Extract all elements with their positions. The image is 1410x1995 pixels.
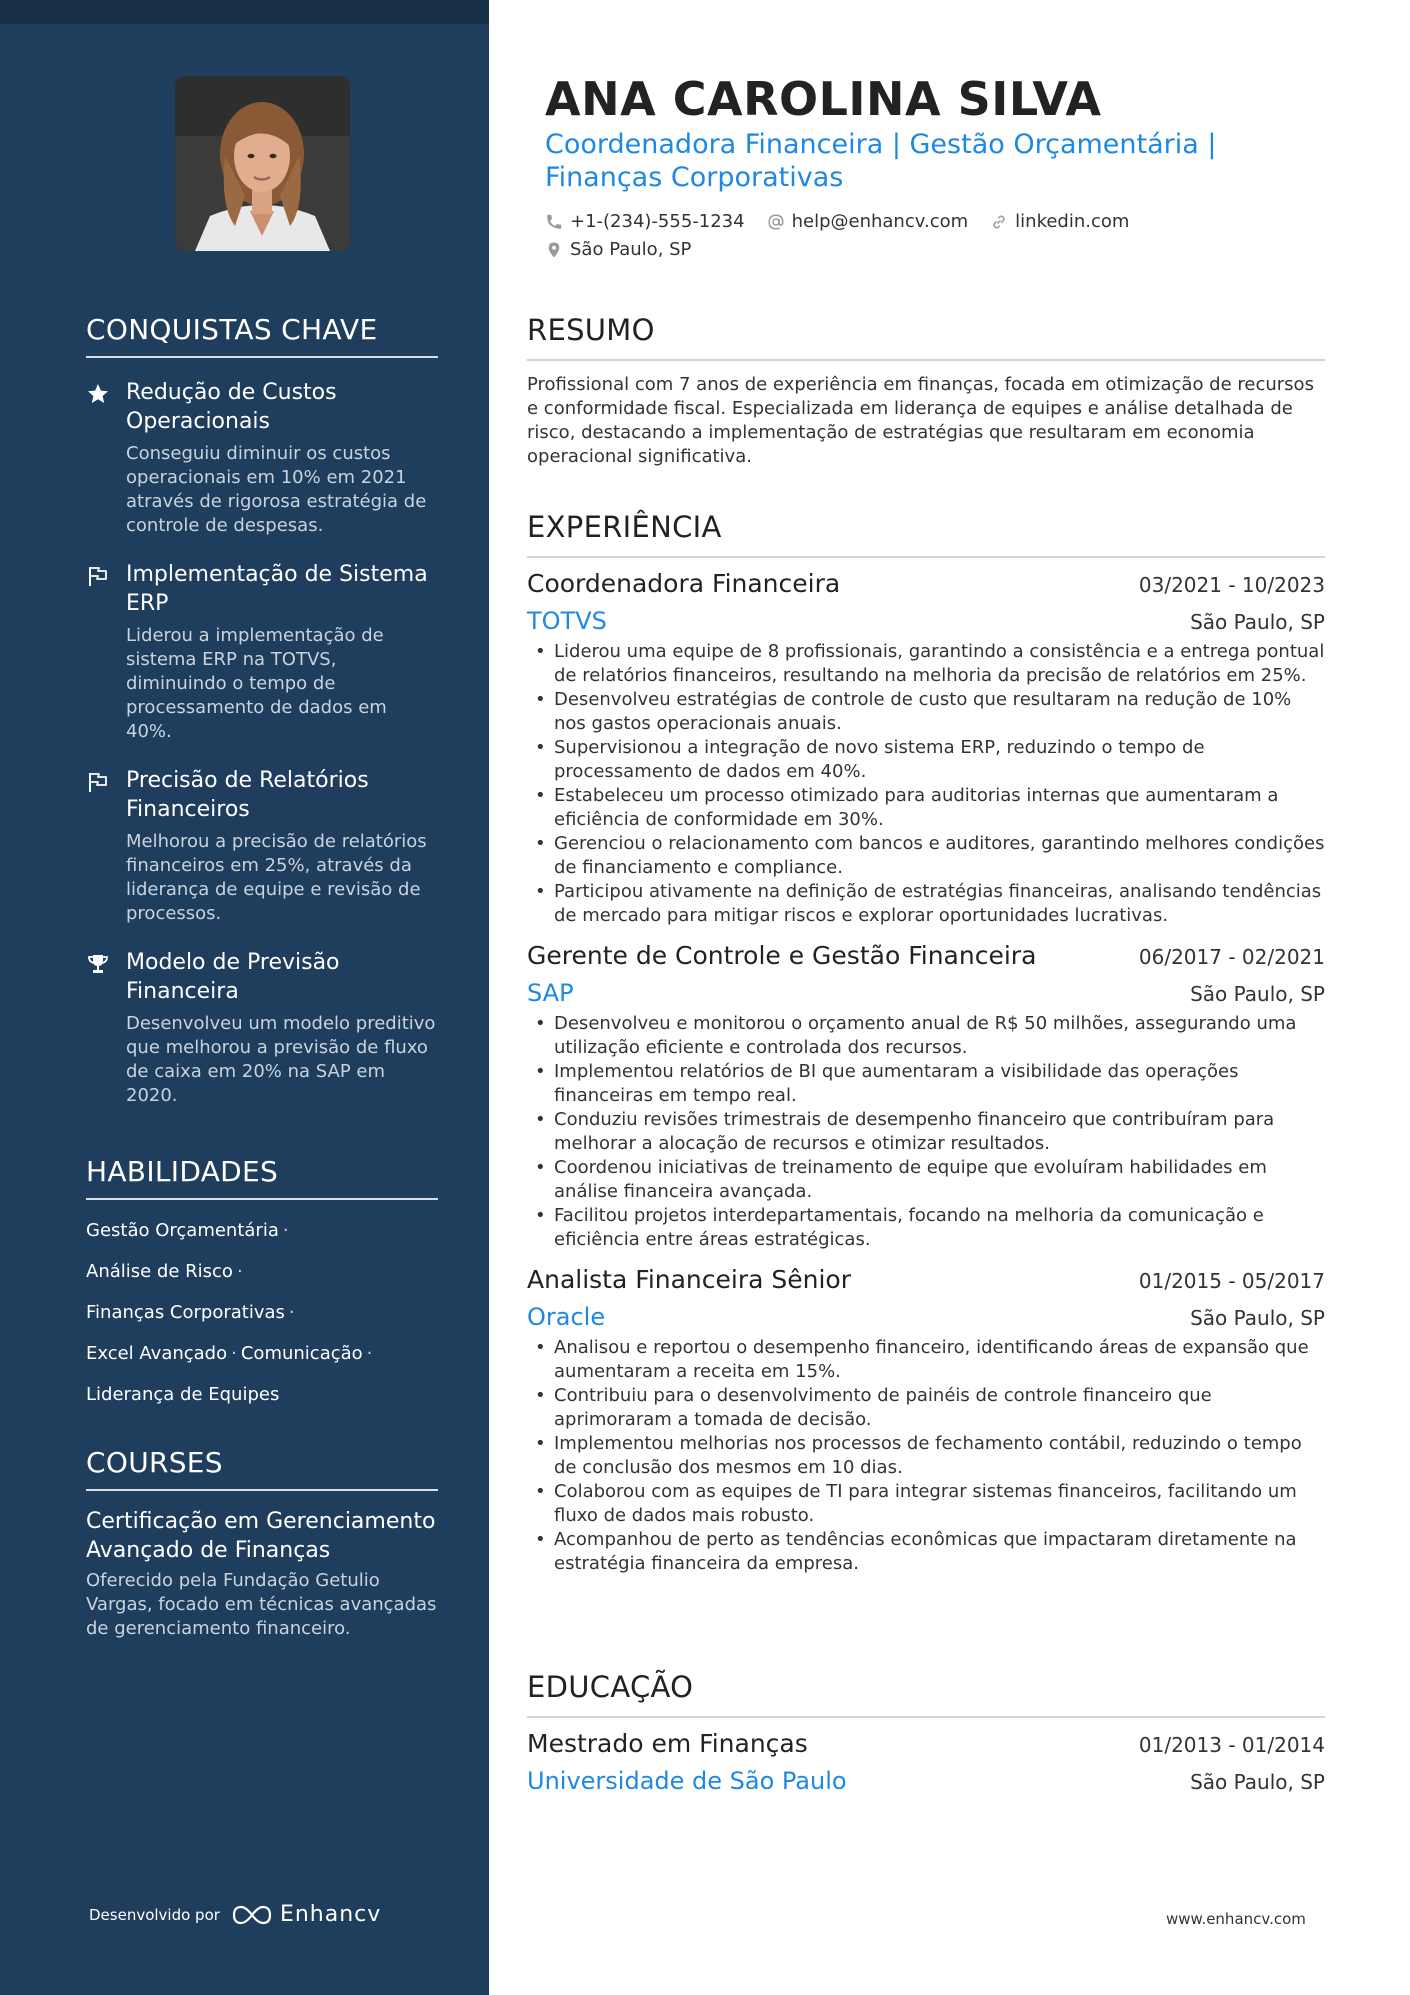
achievement-title: Precisão de Relatórios Financeiros: [126, 768, 369, 822]
phone-text: +1-(234)-555-1234: [570, 211, 745, 232]
job-bullet: • Liderou uma equipe de 8 profissionais, garantindo a consistência e a entrega pontual de relatórios financeiros, resultando na melhoria da precisão de relatórios em 25%.: [527, 640, 1325, 688]
job-location: São Paulo, SP: [1190, 610, 1325, 634]
job-company[interactable]: TOTVS: [527, 607, 607, 635]
job-entry: [527, 1262, 1325, 1576]
job-bullet: • Conduziu revisões trimestrais de desempenho financeiro que contribuíram para melhorar a alocação de recursos e otimizar resultados.: [527, 1108, 1325, 1156]
job-bullet: • Participou ativamente na definição de estratégias financeiras, analisando tendências de mercado para mitigar riscos e explorar oportunidades lucrativas.: [527, 880, 1325, 928]
achievement-item: [86, 378, 438, 538]
job-location: São Paulo, SP: [1190, 982, 1325, 1006]
achievement-item: [86, 766, 438, 926]
summary-title: RESUMO: [527, 313, 1325, 361]
achievement-title: Modelo de Previsão Financeira: [126, 950, 340, 1004]
skill-item: Excel Avançado: [86, 1343, 228, 1364]
sidebar-top-bar: [0, 0, 489, 24]
job-bullet: • Colaborou com as equipes de TI para integrar sistemas financeiros, facilitando um fluxo de dados mais robusto.: [527, 1480, 1325, 1528]
skill-separator: ·: [366, 1343, 373, 1364]
location-pin-icon: [545, 241, 563, 259]
education-title: EDUCAÇÃO: [527, 1670, 1325, 1718]
job-dates: 01/2015 - 05/2017: [1138, 1269, 1325, 1293]
skill-item: Finanças Corporativas: [86, 1302, 285, 1323]
education-location: São Paulo, SP: [1190, 1770, 1325, 1794]
email-text: help@enhancv.com: [791, 211, 969, 232]
job-role: Coordenadora Financeira: [527, 569, 841, 598]
achievement-desc: Liderou a implementação de sistema ERP na TOTVS, diminuindo o tempo de processamento de dados em 40%.: [126, 625, 387, 742]
skill-row: [86, 1333, 438, 1374]
job-bullet: • Acompanhou de perto as tendências econômicas que impactaram diretamente na estratégia financeira da empresa.: [527, 1528, 1325, 1576]
skill-row: [86, 1210, 438, 1251]
education-school[interactable]: Universidade de São Paulo: [527, 1767, 847, 1795]
footer-url[interactable]: www.enhancv.com: [1166, 1910, 1306, 1928]
job-role: Analista Financeira Sênior: [527, 1265, 851, 1294]
job-bullet: • Desenvolveu e monitorou o orçamento anual de R$ 50 milhões, assegurando uma utilização eficiente e controlada dos recursos.: [527, 1012, 1325, 1060]
job-bullet: • Coordenou iniciativas de treinamento de equipe que evoluíram habilidades em análise financeira avançada.: [527, 1156, 1325, 1204]
achievement-desc: Melhorou a precisão de relatórios financeiros em 25%, através da liderança de equipe e revisão de processos.: [126, 831, 427, 924]
linkedin-contact[interactable]: [990, 211, 1129, 232]
job-company[interactable]: Oracle: [527, 1303, 606, 1331]
skill-separator: ·: [236, 1261, 243, 1282]
enhancv-brand: Enhancv: [279, 1902, 382, 1927]
course-title: Certificação em Gerenciamento Avançado de Finanças: [86, 1509, 436, 1563]
phone-contact[interactable]: [545, 211, 745, 232]
job-bullet: • Facilitou projetos interdepartamentais, focando na melhoria da comunicação e eficiência entre áreas estratégicas.: [527, 1204, 1325, 1252]
achievement-item: [86, 560, 438, 744]
skill-item: Comunicação: [240, 1343, 363, 1364]
job-bullet: • Implementou relatórios de BI que aumentaram a visibilidade das operações financeiras em tempo real.: [527, 1060, 1325, 1108]
job-dates: 06/2017 - 02/2021: [1138, 945, 1325, 969]
skill-item: Liderança de Equipes: [86, 1384, 280, 1405]
location-contact: [545, 239, 691, 260]
education-degree: Mestrado em Finanças: [527, 1729, 808, 1758]
powered-label: Desenvolvido por: [89, 1905, 220, 1924]
job-location: São Paulo, SP: [1190, 1306, 1325, 1330]
skill-item: Gestão Orçamentária: [86, 1220, 279, 1241]
achievement-title: Implementação de Sistema ERP: [126, 562, 428, 616]
powered-by: [89, 1902, 381, 1927]
courses-title: COURSES: [86, 1446, 438, 1491]
profile-photo: [175, 76, 350, 251]
skill-separator: ·: [288, 1302, 295, 1323]
education-entry: [527, 1726, 1325, 1798]
enhancv-logo[interactable]: [230, 1902, 381, 1927]
job-bullet: • Contribuiu para o desenvolvimento de painéis de controle financeiro que aprimoraram a tomada de decisão.: [527, 1384, 1325, 1432]
experience-section: [527, 510, 1325, 1576]
achievements-section: [86, 313, 438, 1108]
skill-separator: ·: [231, 1343, 237, 1364]
flag-icon: [86, 564, 112, 588]
candidate-name: ANA CAROLINA SILVA: [545, 72, 1102, 126]
job-bullets: [527, 1336, 1325, 1576]
link-icon: [990, 213, 1008, 231]
job-bullets: [527, 640, 1325, 928]
job-entry: [527, 566, 1325, 928]
skill-row: [86, 1374, 438, 1415]
skills-list: [86, 1210, 438, 1415]
job-bullet: • Analisou e reportou o desempenho financeiro, identificando áreas de expansão que aumentaram a receita em 15%.: [527, 1336, 1325, 1384]
job-bullet: • Estabeleceu um processo otimizado para auditorias internas que aumentaram a eficiência de conformidade em 30%.: [527, 784, 1325, 832]
job-company[interactable]: SAP: [527, 979, 574, 1007]
summary-section: [527, 313, 1325, 469]
at-icon: [767, 213, 785, 231]
skill-item: Análise de Risco: [86, 1261, 233, 1282]
job-bullet: • Desenvolveu estratégias de controle de custo que resultaram na redução de 10% nos gastos operacionais anuais.: [527, 688, 1325, 736]
skills-section: [86, 1155, 438, 1415]
education-section: [527, 1670, 1325, 1798]
phone-icon: [545, 213, 563, 231]
job-entry: [527, 938, 1325, 1252]
summary-text: Profissional com 7 anos de experiência em finanças, focada em otimização de recursos e conformidade fiscal. Especializada em liderança de equipes e análise detalhada de risco, destacando a implementação de estratégias que resultaram em economia operacional significativa.: [527, 374, 1314, 467]
location-text: São Paulo, SP: [570, 239, 692, 260]
contact-row: [545, 236, 1325, 263]
achievement-desc: Desenvolveu um modelo preditivo que melhorou a previsão de fluxo de caixa em 20% na SAP em 2020.: [126, 1013, 436, 1106]
contact-info: [545, 208, 1325, 264]
trophy-icon: [86, 952, 112, 976]
sidebar: [0, 0, 489, 1995]
job-bullet: • Implementou melhorias nos processos de fechamento contábil, reduzindo o tempo de conclusão dos mesmos em 10 dias.: [527, 1432, 1325, 1480]
course-desc: Oferecido pela Fundação Getulio Vargas, focado em técnicas avançadas de gerenciamento financeiro.: [86, 1570, 437, 1639]
email-contact[interactable]: [767, 211, 969, 232]
job-bullets: [527, 1012, 1325, 1252]
star-icon: [86, 382, 112, 406]
linkedin-text: linkedin.com: [1015, 211, 1130, 232]
job-bullet: • Gerenciou o relacionamento com bancos e auditores, garantindo melhores condições de financiamento e compliance.: [527, 832, 1325, 880]
achievement-desc: Conseguiu diminuir os custos operacionais em 10% em 2021 através de rigorosa estratégia de controle de despesas.: [126, 443, 427, 536]
flag-icon: [86, 770, 112, 794]
skills-title: HABILIDADES: [86, 1155, 438, 1200]
achievements-title: CONQUISTAS CHAVE: [86, 313, 438, 358]
skill-row: [86, 1251, 438, 1292]
job-bullet: • Supervisionou a integração de novo sistema ERP, reduzindo o tempo de processamento de dados em 40%.: [527, 736, 1325, 784]
enhancv-logo-icon: [230, 1903, 274, 1927]
contact-row: [545, 208, 1325, 235]
job-dates: 03/2021 - 10/2023: [1138, 573, 1325, 597]
profile-photo-illustration: [175, 76, 350, 251]
courses-section: [86, 1446, 438, 1641]
skill-row: [86, 1292, 438, 1333]
achievement-title: Redução de Custos Operacionais: [126, 380, 337, 434]
experience-title: EXPERIÊNCIA: [527, 510, 1325, 558]
skill-separator: ·: [282, 1220, 289, 1241]
education-dates: 01/2013 - 01/2014: [1138, 1733, 1325, 1757]
candidate-headline: Coordenadora Financeira | Gestão Orçamentária | Finanças Corporativas: [545, 129, 1217, 193]
achievement-item: [86, 948, 438, 1108]
job-role: Gerente de Controle e Gestão Financeira: [527, 941, 1037, 970]
